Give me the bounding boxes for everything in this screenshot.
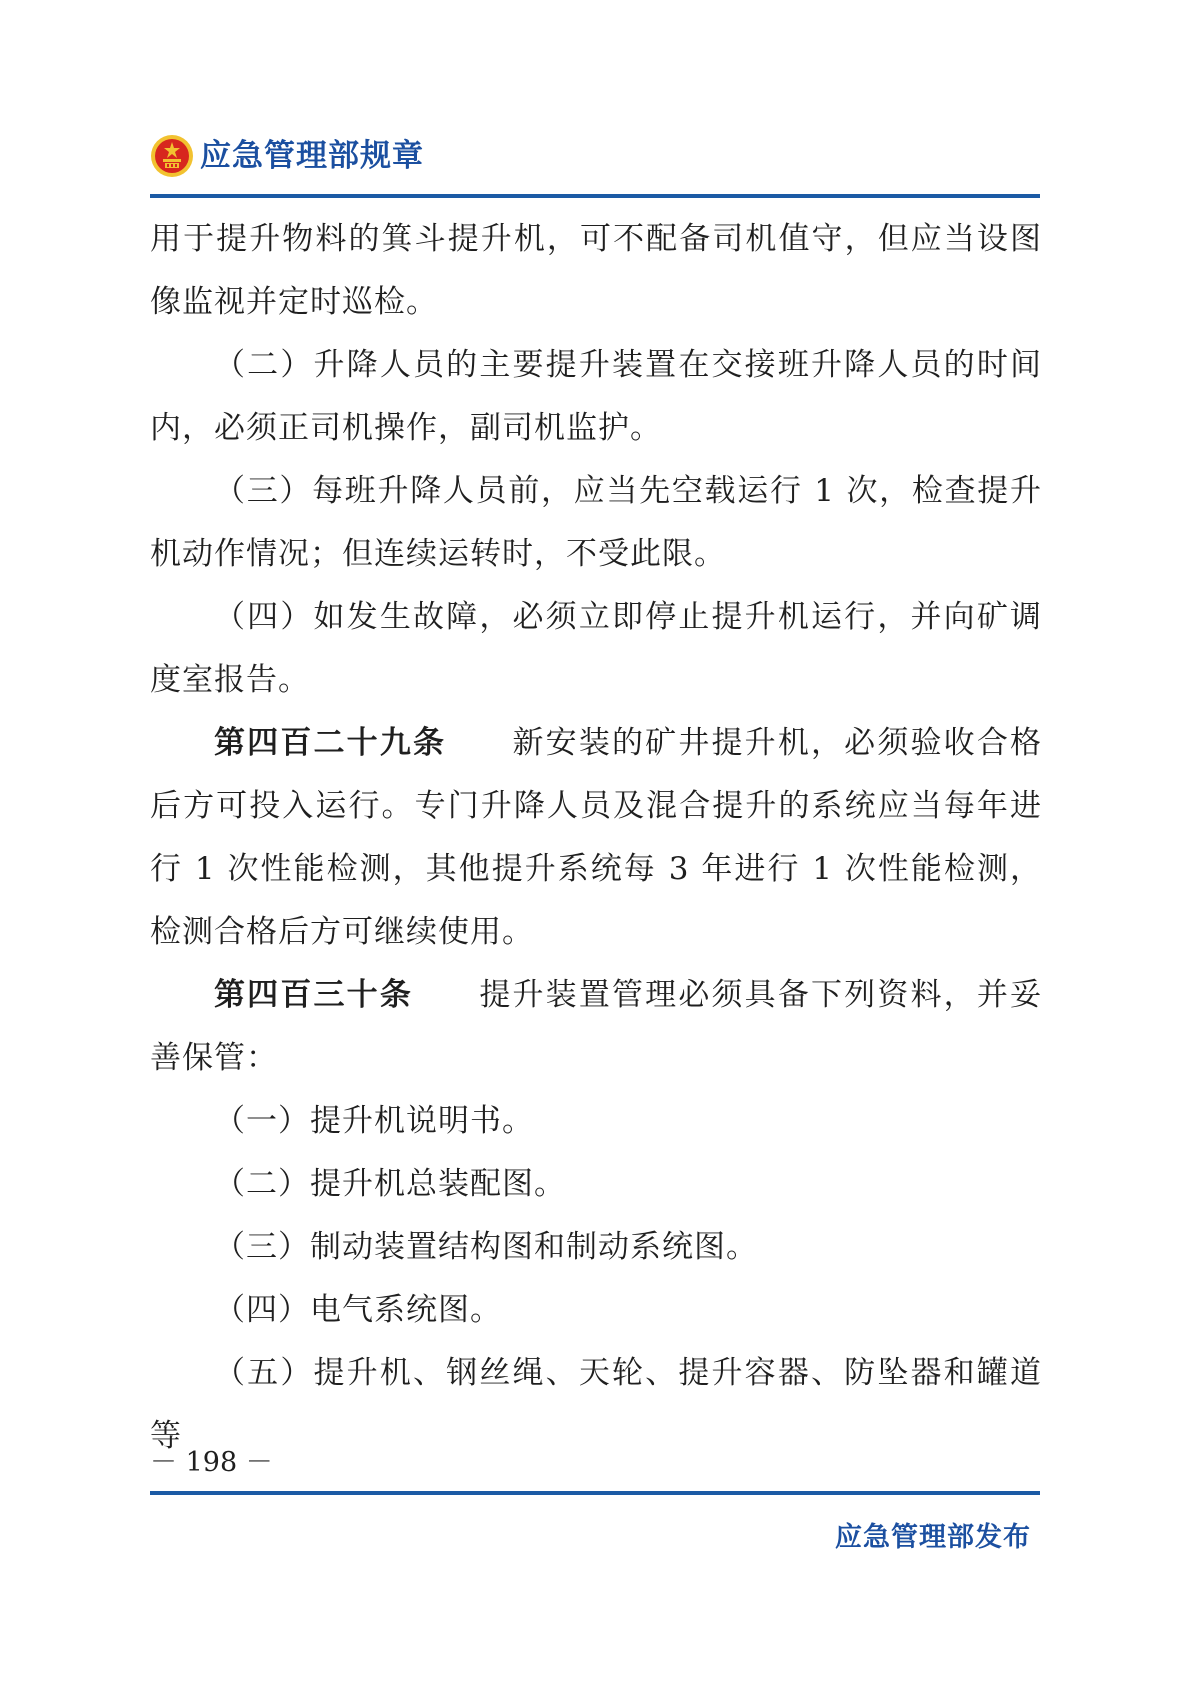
list-item: （一）提升机说明书。 xyxy=(214,1103,534,1139)
paragraph-continued: 用于提升物料的箕斗提升机，可不配备司机值守，但应当设图像监视并定时巡检。 xyxy=(150,221,1042,320)
article-text: 提升装置管理必须具备下列资料，并妥善保管： xyxy=(150,977,1043,1076)
list-item: （三）每班升降人员前，应当先空载运行 1 次，检查提升机动作情况；但连续运转时，不受此限。 xyxy=(150,473,1042,572)
footer-divider xyxy=(150,1491,1040,1495)
article-label: 第四百三十条 xyxy=(214,977,413,1013)
list-item: （四）如发生故障，必须立即停止提升机运行，并向矿调度室报告。 xyxy=(150,599,1042,698)
national-emblem-icon xyxy=(150,134,194,178)
document-body xyxy=(150,208,1042,1468)
article-label: 第四百二十九条 xyxy=(214,725,447,761)
article-430 xyxy=(150,964,1042,1090)
article-429 xyxy=(150,712,1042,964)
list-item: （三）制动装置结构图和制动系统图。 xyxy=(214,1229,758,1265)
header-divider xyxy=(150,194,1040,198)
footer-publisher: 应急管理部发布 xyxy=(835,1522,1031,1553)
list-item: （四）电气系统图。 xyxy=(214,1292,502,1328)
page-header xyxy=(150,130,1040,190)
page-number: － 198 － xyxy=(150,1447,273,1478)
list-item: （二）提升机总装配图。 xyxy=(214,1166,566,1202)
header-title: 应急管理部规章 xyxy=(200,138,424,174)
list-item: （二）升降人员的主要提升装置在交接班升降人员的时间内，必须正司机操作，副司机监护。 xyxy=(150,347,1042,446)
article-text: 新安装的矿井提升机，必须验收合格后方可投入运行。专门升降人员及混合提升的系统应当每年进行 1 次性能检测，其他提升系统每 3 年进行 1 次性能检测，检测合格后方可继续使用。 xyxy=(150,725,1043,950)
list-item: （五）提升机、钢丝绳、天轮、提升容器、防坠器和罐道等 xyxy=(150,1355,1042,1454)
